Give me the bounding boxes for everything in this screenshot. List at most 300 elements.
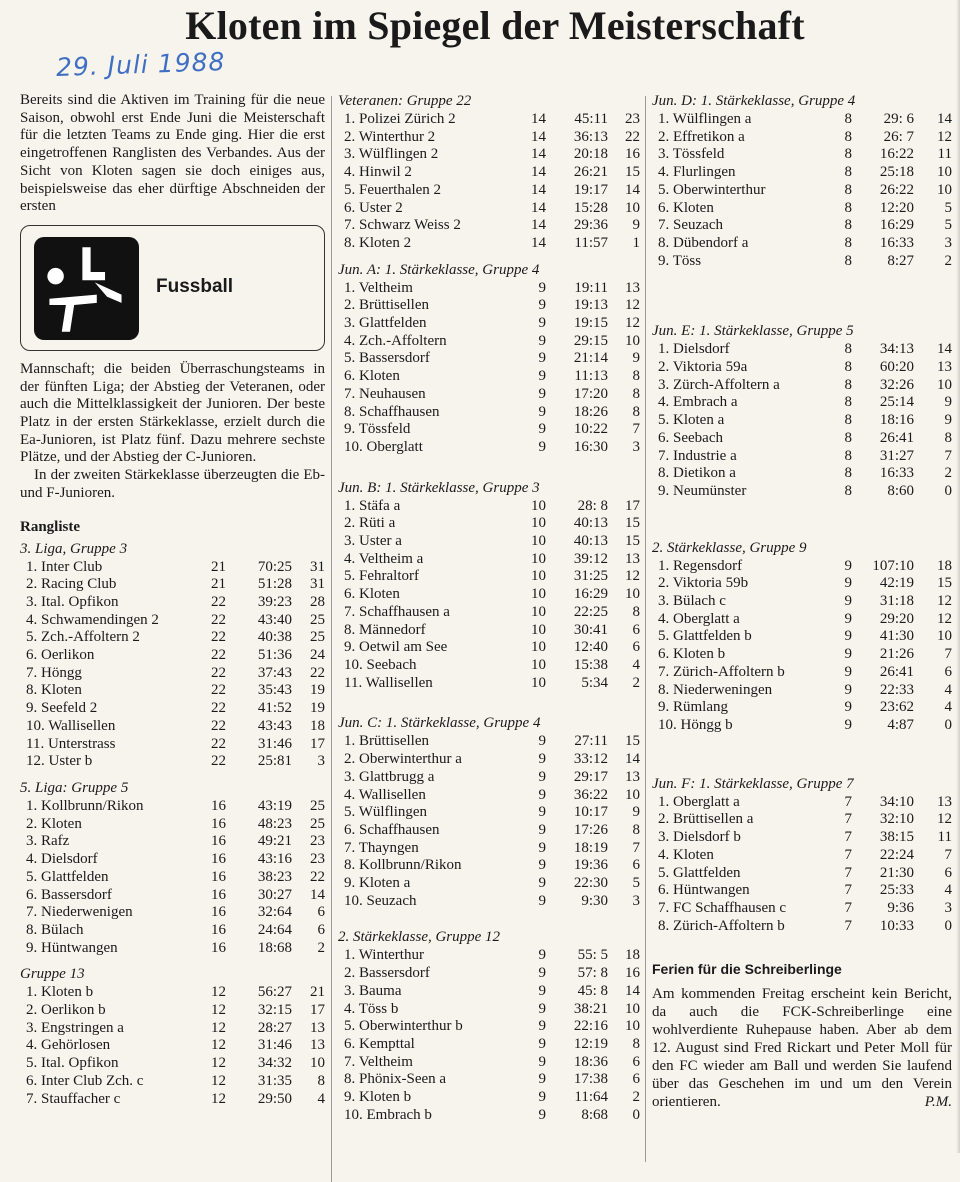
cell-team: 9. Neumünster <box>658 482 747 499</box>
table-row <box>652 146 952 164</box>
cell-gp: 22 <box>211 753 226 770</box>
group-title: Jun. A: 1. Stärkeklasse, Gruppe 4 <box>338 261 540 278</box>
cell-pts: 25 <box>310 629 325 646</box>
cell-team: 7. Seuzach <box>658 217 723 234</box>
signature: P.M. <box>924 1093 952 1110</box>
cell-team: 6. Hüntwangen <box>658 882 750 899</box>
cell-pts: 25 <box>310 611 325 628</box>
cell-pts: 15 <box>625 733 640 750</box>
cell-goals: 70:25 <box>257 558 292 575</box>
cell-gp: 8 <box>844 164 852 181</box>
cell-pts: 11 <box>937 146 952 163</box>
cell-pts: 22 <box>625 128 640 145</box>
cell-team: 6. Seebach <box>658 429 723 446</box>
cell-team: 11. Wallisellen <box>344 674 433 691</box>
cell-team: 2. Oberwinterthur a <box>344 751 462 768</box>
cell-goals: 29:36 <box>573 217 608 234</box>
cell-pts: 3 <box>317 753 325 770</box>
table-row <box>20 1073 325 1091</box>
table-row <box>20 1020 325 1038</box>
cell-gp: 8 <box>844 394 852 411</box>
cell-team: 4. Töss b <box>344 1000 399 1017</box>
cell-gp: 9 <box>844 716 852 733</box>
cell-team: 10. Wallisellen <box>26 717 116 734</box>
cell-goals: 31:46 <box>257 1037 292 1054</box>
cell-pts: 12 <box>625 315 640 332</box>
cell-team: 1. Polizei Zürich 2 <box>344 111 456 127</box>
cell-team: 7. Höngg <box>26 664 82 681</box>
cell-gp: 7 <box>844 864 852 881</box>
cell-gp: 12 <box>211 1072 226 1089</box>
cell-team: 2. Winterthur 2 <box>344 128 436 145</box>
table-row <box>338 421 640 439</box>
cell-pts: 8 <box>632 1035 640 1052</box>
cell-pts: 28 <box>310 593 325 610</box>
cell-goals: 17:26 <box>573 821 608 838</box>
cell-gp: 7 <box>844 917 852 934</box>
cell-gp: 12 <box>211 1019 226 1036</box>
group-title: 2. Stärkeklasse, Gruppe 9 <box>652 539 807 556</box>
cell-goals: 26:41 <box>879 429 914 446</box>
cell-pts: 19 <box>310 700 325 717</box>
cell-pts: 17 <box>625 497 640 514</box>
cell-team: 1. Oberglatt a <box>658 793 740 810</box>
group-title: Jun. E: 1. Stärkeklasse, Gruppe 5 <box>652 323 854 340</box>
table-row <box>652 611 952 629</box>
cell-team: 6. Kloten <box>344 368 400 385</box>
cell-gp: 9 <box>538 332 546 349</box>
cell-gp: 12 <box>211 1002 226 1019</box>
cell-goals: 10:33 <box>879 917 914 934</box>
cell-team: 10. Oberglatt <box>344 438 423 455</box>
cell-goals: 10:22 <box>573 421 608 438</box>
cell-pts: 13 <box>937 359 952 376</box>
table-row <box>20 753 325 771</box>
cell-pts: 4 <box>944 699 952 716</box>
table-row <box>652 865 952 883</box>
cell-goals: 27:11 <box>574 733 608 750</box>
cell-goals: 40:13 <box>573 515 608 532</box>
group-title: 2. Stärkeklasse, Gruppe 12 <box>338 929 501 946</box>
cell-goals: 51:36 <box>257 647 292 664</box>
standings-group <box>338 261 640 457</box>
cell-team: 6. Oerlikon <box>26 647 95 664</box>
cell-gp: 9 <box>538 857 546 874</box>
cell-pts: 6 <box>944 864 952 881</box>
cell-gp: 16 <box>211 868 226 885</box>
cell-team: 3. Zürch-Affoltern a <box>658 376 780 393</box>
table-row <box>20 887 325 905</box>
cell-gp: 7 <box>844 899 852 916</box>
cell-pts: 14 <box>625 982 640 999</box>
cell-team: 10. Seuzach <box>344 892 417 909</box>
cell-team: 3. Ital. Opfikon <box>26 593 119 610</box>
table-row <box>338 965 640 983</box>
cell-team: 7. Zürich-Affoltern b <box>658 663 785 680</box>
intro-text: Bereits sind die Aktiven im Training für die neue Saison, obwohl erst Ende Juni die Meisterschaft für die letzten Teams zu Ende ging. Hier die erst eingetroffenen Ranglisten des Verbandes. Aus der Sicht von Kloten sagen sie doch einiges aus, beispielsweise das eher dürftige Abschneiden der ersten <box>20 92 325 215</box>
cell-pts: 10 <box>937 628 952 645</box>
cell-goals: 34:10 <box>879 793 914 810</box>
cell-goals: 41:30 <box>879 628 914 645</box>
cell-team: 2. Oerlikon b <box>26 1002 106 1019</box>
cell-team: 4. Zch.-Affoltern <box>344 332 447 349</box>
cell-gp: 9 <box>844 646 852 663</box>
table-row <box>338 947 640 965</box>
cell-goals: 29:50 <box>257 1090 292 1107</box>
cell-team: 1. Stäfa a <box>344 497 401 514</box>
cell-goals: 11:64 <box>574 1089 608 1106</box>
cell-gp: 9 <box>538 1035 546 1052</box>
table-row <box>652 200 952 218</box>
cell-pts: 31 <box>310 558 325 575</box>
cell-team: 8. Niederweningen <box>658 681 773 698</box>
cell-pts: 13 <box>937 793 952 810</box>
table-row <box>652 847 952 865</box>
table-row <box>652 918 952 936</box>
table-row <box>338 875 640 893</box>
cell-gp: 10 <box>531 656 546 673</box>
cell-pts: 10 <box>937 376 952 393</box>
cell-gp: 10 <box>531 497 546 514</box>
cell-goals: 8:60 <box>887 482 914 499</box>
cell-gp: 14 <box>531 217 546 234</box>
cell-pts: 3 <box>944 899 952 916</box>
table-row <box>20 904 325 922</box>
cell-gp: 9 <box>538 982 546 999</box>
standings-group <box>20 779 325 957</box>
table-row <box>338 622 640 640</box>
cell-gp: 9 <box>538 315 546 332</box>
cell-gp: 8 <box>844 146 852 163</box>
cell-pts: 22 <box>310 664 325 681</box>
cell-gp: 9 <box>538 892 546 909</box>
cell-goals: 107:10 <box>872 557 914 574</box>
cell-goals: 19:13 <box>573 297 608 314</box>
fussball-logo-box <box>20 225 325 351</box>
cell-gp: 8 <box>844 341 852 358</box>
cell-team: 4. Hinwil 2 <box>344 164 412 181</box>
cell-goals: 22:30 <box>573 875 608 892</box>
cell-goals: 18:16 <box>879 412 914 429</box>
cell-gp: 9 <box>538 875 546 892</box>
cell-gp: 10 <box>531 568 546 585</box>
cell-gp: 10 <box>531 586 546 603</box>
cell-gp: 16 <box>211 833 226 850</box>
table-row <box>652 341 952 359</box>
standings-group <box>20 965 325 1108</box>
cell-gp: 21 <box>211 576 226 593</box>
cell-team: 9. Töss <box>658 252 702 269</box>
cell-gp: 10 <box>531 621 546 638</box>
cell-gp: 14 <box>531 146 546 163</box>
table-row <box>338 1036 640 1054</box>
cell-gp: 14 <box>531 234 546 251</box>
cell-pts: 13 <box>625 768 640 785</box>
table-row <box>20 1002 325 1020</box>
cell-pts: 8 <box>632 385 640 402</box>
table-row <box>20 940 325 958</box>
cell-team: 3. Engstringen a <box>26 1019 124 1036</box>
table-row <box>20 869 325 887</box>
cell-goals: 26:22 <box>879 181 914 198</box>
cell-pts: 6 <box>632 621 640 638</box>
cell-gp: 7 <box>844 811 852 828</box>
cell-team: 1. Inter Club <box>26 558 103 575</box>
cell-team: 1. Regensdorf <box>658 557 743 574</box>
cell-gp: 10 <box>531 533 546 550</box>
standings-group <box>652 92 952 270</box>
table-row <box>338 787 640 805</box>
table-row <box>338 769 640 787</box>
cell-team: 8. Zürich-Affoltern b <box>658 917 785 934</box>
cell-team: 8. Dietikon a <box>658 465 736 482</box>
cell-goals: 18:36 <box>573 1053 608 1070</box>
cell-gp: 16 <box>211 851 226 868</box>
cell-goals: 19:36 <box>573 857 608 874</box>
table-row <box>338 146 640 164</box>
table-row <box>338 533 640 551</box>
table-row <box>338 1001 640 1019</box>
table-row <box>652 575 952 593</box>
table-row <box>338 1054 640 1072</box>
cell-team: 1. Wülflingen a <box>658 111 752 127</box>
table-row <box>338 1018 640 1036</box>
cell-gp: 9 <box>538 297 546 314</box>
cell-gp: 9 <box>538 438 546 455</box>
cell-goals: 26:21 <box>573 164 608 181</box>
cell-goals: 11:57 <box>574 234 608 251</box>
cell-team: 3. Uster a <box>344 533 402 550</box>
cell-goals: 21:26 <box>879 646 914 663</box>
cell-gp: 9 <box>538 947 546 964</box>
cell-goals: 48:23 <box>257 815 292 832</box>
cell-goals: 39:23 <box>257 593 292 610</box>
cell-pts: 13 <box>625 550 640 567</box>
group-title: Veteranen: Gruppe 22 <box>338 93 472 109</box>
cell-gp: 8 <box>844 482 852 499</box>
cell-gp: 22 <box>211 735 226 752</box>
cell-pts: 3 <box>944 234 952 251</box>
cell-team: 5. Oberwinterthur <box>658 181 766 198</box>
cell-gp: 22 <box>211 664 226 681</box>
table-row <box>338 515 640 533</box>
cell-pts: 8 <box>944 429 952 446</box>
cell-pts: 31 <box>310 576 325 593</box>
cell-pts: 10 <box>625 1000 640 1017</box>
cell-team: 11. Unterstrass <box>26 735 116 752</box>
cell-gp: 14 <box>531 164 546 181</box>
cell-team: 10. Seebach <box>344 656 417 673</box>
table-row <box>20 612 325 630</box>
table-row <box>338 200 640 218</box>
cell-pts: 8 <box>317 1072 325 1089</box>
cell-pts: 22 <box>310 868 325 885</box>
cell-pts: 9 <box>632 217 640 234</box>
cell-team: 5. Bassersdorf <box>344 350 430 367</box>
cell-goals: 25:18 <box>879 164 914 181</box>
cell-goals: 29:20 <box>879 610 914 627</box>
cell-team: 2. Viktoria 59a <box>658 359 748 376</box>
cell-goals: 32:64 <box>257 904 292 921</box>
cell-gp: 14 <box>531 199 546 216</box>
cell-gp: 9 <box>538 279 546 296</box>
cell-pts: 0 <box>944 917 952 934</box>
cell-goals: 43:19 <box>257 797 292 814</box>
table-row <box>652 882 952 900</box>
cell-gp: 8 <box>844 111 852 127</box>
cell-pts: 2 <box>944 252 952 269</box>
group-title: 3. Liga, Gruppe 3 <box>20 540 128 557</box>
table-row <box>20 1055 325 1073</box>
cell-pts: 17 <box>310 735 325 752</box>
cell-pts: 15 <box>625 515 640 532</box>
cell-gp: 9 <box>538 421 546 438</box>
cell-pts: 14 <box>625 751 640 768</box>
cell-gp: 8 <box>844 447 852 464</box>
cell-gp: 22 <box>211 647 226 664</box>
cell-gp: 9 <box>538 768 546 785</box>
cell-team: 6. Kloten <box>344 586 400 603</box>
table-row <box>652 900 952 918</box>
table-row <box>652 217 952 235</box>
cell-goals: 56:27 <box>257 984 292 1001</box>
cell-pts: 21 <box>310 984 325 1001</box>
ferien-heading: Ferien für die Schreiberlinge <box>652 961 842 978</box>
cell-gp: 9 <box>538 839 546 856</box>
cell-team: 3. Tössfeld <box>658 146 725 163</box>
cell-gp: 8 <box>844 234 852 251</box>
cell-pts: 10 <box>310 1055 325 1072</box>
cell-pts: 14 <box>310 886 325 903</box>
cell-goals: 25:33 <box>879 882 914 899</box>
cell-team: 4. Oberglatt a <box>658 610 740 627</box>
table-row <box>20 629 325 647</box>
cell-goals: 8:27 <box>887 252 914 269</box>
cell-team: 2. Kloten <box>26 815 82 832</box>
cell-gp: 8 <box>844 199 852 216</box>
cell-team: 12. Uster b <box>26 753 93 770</box>
cell-gp: 9 <box>844 557 852 574</box>
cell-gp: 7 <box>844 829 852 846</box>
table-row <box>652 558 952 576</box>
cell-gp: 10 <box>531 639 546 656</box>
cell-pts: 4 <box>944 681 952 698</box>
cell-pts: 12 <box>625 297 640 314</box>
cell-goals: 19:17 <box>573 181 608 198</box>
table-row <box>652 377 952 395</box>
cell-pts: 3 <box>632 892 640 909</box>
cell-team: 1. Dielsdorf <box>658 341 730 358</box>
cell-gp: 8 <box>844 412 852 429</box>
table-row <box>20 816 325 834</box>
cell-team: 8. Kollbrunn/Rikon <box>344 857 462 874</box>
table-row <box>652 699 952 717</box>
cell-gp: 9 <box>538 385 546 402</box>
column-2 <box>338 92 640 1132</box>
cell-pts: 13 <box>625 279 640 296</box>
table-row <box>652 628 952 646</box>
cell-pts: 8 <box>632 603 640 620</box>
table-row <box>20 682 325 700</box>
cell-gp: 16 <box>211 815 226 832</box>
cell-team: 4. Gehörlosen <box>26 1037 111 1054</box>
cell-team: 7. Schaffhausen a <box>344 603 450 620</box>
cell-pts: 6 <box>632 1053 640 1070</box>
cell-pts: 10 <box>625 332 640 349</box>
table-row <box>338 733 640 751</box>
cell-goals: 29:15 <box>573 332 608 349</box>
table-row <box>20 851 325 869</box>
column-3 <box>652 92 952 1112</box>
cell-team: 1. Veltheim <box>344 279 413 296</box>
cell-team: 4. Wallisellen <box>344 786 426 803</box>
cell-pts: 9 <box>944 412 952 429</box>
table-row <box>652 811 952 829</box>
cell-pts: 7 <box>944 846 952 863</box>
cell-pts: 1 <box>632 234 640 251</box>
standings-group <box>338 92 640 253</box>
cell-goals: 60:20 <box>879 359 914 376</box>
cell-gp: 9 <box>538 368 546 385</box>
cell-team: 9. Oetwil am See <box>344 639 448 656</box>
cell-gp: 22 <box>211 700 226 717</box>
cell-pts: 10 <box>625 786 640 803</box>
cell-team: 2. Viktoria 59b <box>658 575 749 592</box>
cell-gp: 9 <box>538 1018 546 1035</box>
cell-pts: 9 <box>944 394 952 411</box>
cell-team: 5. Zch.-Affoltern 2 <box>26 629 140 646</box>
cell-gp: 16 <box>211 797 226 814</box>
cell-goals: 4:87 <box>887 716 914 733</box>
standings-group <box>652 322 952 500</box>
standings-group <box>652 775 952 936</box>
fussball-label: Fussball <box>156 275 234 297</box>
cell-goals: 10:17 <box>573 804 608 821</box>
cell-gp: 9 <box>844 610 852 627</box>
cell-gp: 8 <box>844 359 852 376</box>
cell-pts: 25 <box>310 797 325 814</box>
cell-team: 1. Kloten b <box>26 984 94 1001</box>
cell-pts: 18 <box>625 947 640 964</box>
table-row <box>338 182 640 200</box>
cell-pts: 7 <box>944 447 952 464</box>
cell-team: 1. Brüttisellen <box>344 733 429 750</box>
cell-goals: 19:11 <box>574 279 608 296</box>
cell-goals: 21:30 <box>879 864 914 881</box>
cell-goals: 38:23 <box>257 868 292 885</box>
cell-goals: 16:30 <box>573 438 608 455</box>
table-row <box>652 129 952 147</box>
cell-pts: 14 <box>625 181 640 198</box>
standings-group <box>652 539 952 735</box>
cell-team: 3. Bauma <box>344 982 402 999</box>
cell-pts: 18 <box>937 557 952 574</box>
cell-goals: 32:15 <box>257 1002 292 1019</box>
cell-pts: 7 <box>632 421 640 438</box>
cell-team: 10. Embrach b <box>344 1106 432 1123</box>
cell-team: 5. Oberwinterthur b <box>344 1018 463 1035</box>
cell-team: 3. Glattfelden <box>344 315 427 332</box>
cell-pts: 10 <box>937 164 952 181</box>
table-row <box>652 664 952 682</box>
cell-goals: 32:26 <box>879 376 914 393</box>
cell-pts: 10 <box>625 199 640 216</box>
cell-pts: 12 <box>937 128 952 145</box>
cell-team: 5. Ital. Opfikon <box>26 1055 119 1072</box>
cell-goals: 16:29 <box>879 217 914 234</box>
cell-pts: 8 <box>632 821 640 838</box>
cell-goals: 39:12 <box>573 550 608 567</box>
